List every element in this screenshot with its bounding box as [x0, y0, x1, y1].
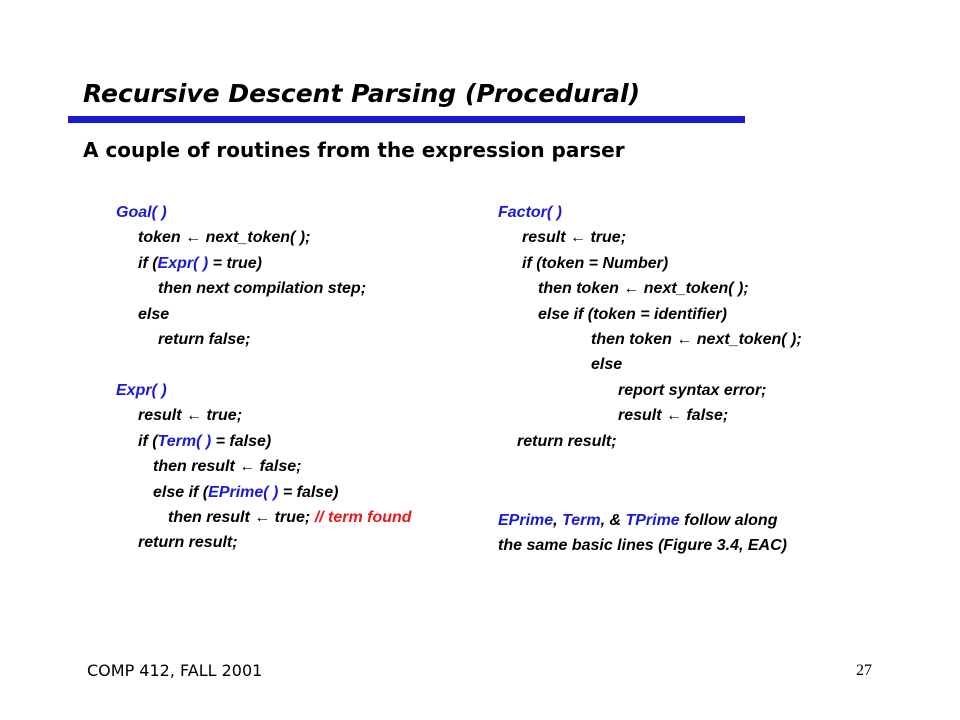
- factor-header: Factor( ): [498, 204, 562, 221]
- goal-line-3: then next compilation step;: [158, 280, 367, 298]
- expr-line-4: else if (EPrime( ) = false): [153, 483, 339, 501]
- expr-line-1: result ← true;: [138, 407, 243, 425]
- factor-line-1: result ← true;: [522, 229, 627, 247]
- factor-line-2: if (token = Number): [522, 254, 669, 272]
- expr-line-2: if (Term( ) = false): [138, 432, 272, 450]
- slide-subtitle: A couple of routines from the expression parser: [83, 138, 625, 162]
- factor-line-7: report syntax error;: [618, 381, 767, 399]
- expr-line-5: then result ← true; // term found: [168, 508, 412, 526]
- factor-line-8: result ← false;: [618, 407, 729, 425]
- expr-header: Expr( ): [116, 382, 167, 399]
- goal-line-4: else: [138, 305, 170, 323]
- factor-line-9: return result;: [517, 432, 617, 450]
- page-number: 27: [856, 662, 872, 679]
- factor-line-6: else: [591, 356, 623, 374]
- expr-routine: [116, 378, 412, 556]
- expr-line-6: return result;: [138, 534, 238, 552]
- note-line-2: the same basic lines (Figure 3.4, EAC): [498, 537, 787, 555]
- slide-title: Recursive Descent Parsing (Procedural): [83, 79, 641, 108]
- factor-line-4: else if (token = identifier): [538, 305, 727, 323]
- factor-line-5: then token ← next_token( );: [591, 330, 802, 348]
- code-comment: // term found: [314, 508, 412, 526]
- goal-header: Goal( ): [116, 204, 167, 221]
- title-underline: [68, 116, 745, 123]
- follow-along-note: [498, 508, 787, 559]
- factor-routine: [498, 200, 802, 454]
- goal-line-1: token ← next_token( );: [138, 229, 311, 247]
- factor-line-3: then token ← next_token( );: [538, 280, 749, 298]
- course-footer: COMP 412, FALL 2001: [87, 661, 263, 680]
- goal-line-5: return false;: [158, 330, 251, 348]
- note-line-1: EPrime, Term, & TPrime follow along: [498, 512, 778, 529]
- expr-line-3: then result ← false;: [153, 458, 302, 476]
- goal-routine: [116, 200, 366, 352]
- goal-line-2: if (Expr( ) = true): [138, 254, 263, 272]
